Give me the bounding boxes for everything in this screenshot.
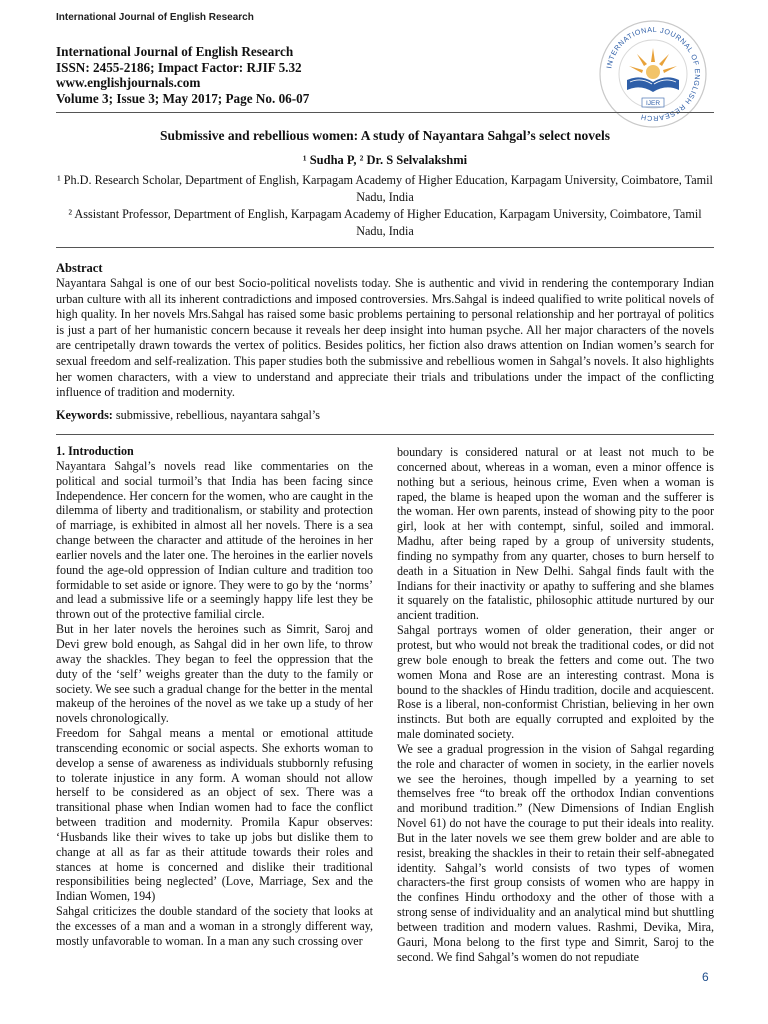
article-authors: ¹ Sudha P, ² Dr. S Selvalakshmi	[302, 153, 468, 167]
article-title: Submissive and rebellious women: A study of Nayantara Sahgal’s select novels	[159, 128, 611, 143]
sun-rays-icon	[629, 48, 677, 79]
keywords-line	[56, 408, 714, 423]
paragraph: boundary is considered natural or at least not much to be concerned about, whereas in a woman, even a minor offence is nothing but a serious, heinous crime, Even when a woman is raped, the blame is heaped upon the woman and the sufferer is the woman. Her own parents, instead of showing pity to the poor girl, look at her with contempt, sinful, soiled and immoral. Madhu, after being raped by a group of university students, finding no sympathy from any quarter, choses to burn herself to death in a Situation in New Delhi. Sahgal finds fault with the Indians for their inactivity or apathy to suffering and she blames it squarely on the fatalistic, philosophic attitude nurtured by our ancient tradition.	[397, 445, 714, 623]
abstract-text: Nayantara Sahgal is one of our best Socio-political novelists today. She is authentic and vivid in rendering the contemporary Indian urban culture with all its inherent contradictions and imposed controversies. Mrs.Sahgal is indeed qualified to write political novels of high quality. In her novels Mrs.Sahgal has raised some basic problems pertaining to personal relationship and her portrayal of politics is just a part of her humanistic concern because it reveals her deep insight into human psyche. All her major characters of the novels are centripetally drawn towards the vertex of politics. Besides politics, her fiction also draws attention on Indian women’s search for sexual freedom and self-realization. This paper studies both the submissive and rebellious women in Sahgal’s novels. It also highlights her women characters, with a view to understand and appreciate their trials and tribulations under the impact of the conflicting influence of tradition and modernity.	[56, 276, 714, 400]
body-top-rule	[56, 434, 714, 435]
page-number: 6	[702, 970, 709, 984]
left-column	[56, 444, 373, 949]
paragraph: Sahgal criticizes the double standard of the society that looks at the excesses of a man and a woman in a strongly different way, mostly unfavorable to woman. In a man any such crossing over	[56, 904, 373, 948]
keywords-label: Keywords:	[56, 408, 113, 422]
section-heading: 1. Introduction	[56, 444, 134, 458]
journal-website: www.englishjournals.com	[56, 75, 201, 90]
journal-info-block	[56, 44, 526, 106]
logo-badge: IJER	[645, 100, 661, 107]
issn-line: ISSN: 2455-2186; Impact Factor: RJIF 5.32	[56, 59, 302, 75]
running-journal-title: International Journal of English Research	[56, 12, 254, 23]
paragraph: Nayantara Sahgal’s novels read like commentaries on the political and social turmoil’s that India has been facing since Independence. Her concern for the women, who are caught in the dilemma of liberty and traditionalism, or stability and protection of marriage, is exhibited in almost all her novels. There is a sea change between the character and attitude of the heroines in her earlier novels and the later one. The heroines in the earlier novels found the age-old oppression of Indian culture and tradition too formidable to set aside or ignore. They were to go by the ‘norms’ and lead a submissive life or a seemingly happy life lest they be thrown out of the protective familial circle.	[56, 458, 373, 622]
paragraph: But in her later novels the heroines such as Simrit, Saroj and Devi grew bold enough, as Sahgal did in her own life, to throw away the shackles. They began to feel the oppression that the duty of the ‘self’ weighs greater than the duty to the family or society. We see such a gradual change for the better in the mental makeup of the heroines of the novel as we take up a study of her novels chronologically.	[56, 622, 373, 726]
open-book-icon	[627, 77, 679, 92]
keywords-list: submissive, rebellious, nayantara sahgal’s	[115, 408, 321, 422]
paragraph: We see a gradual progression in the vision of Sahgal regarding the role and character of women in society, in the earlier novels we see the heroines, though impelled by a yearning to set themselves free “to break off the orthodox Indian conventions and moribund tradition.” (New Dimensions of Indian English Novel 61) do not have the courage to put their ideals into reality. But in the later novels we see them grew bolder and are able to resist, breaking the shackles in their to retain their self-abnegated identity. Sahgal’s world consists of two types of women characters-the first group consists of women who are happy in the confines Hindu orthodoxy and the other of those with a strong sense of individuality and an analytical mind but shuttling between tradition and modern values. Rashmi, Devika, Mira, Gauri, Mona belong to the first type and Simrit, Saroj to the second. We find Sahgal’s women do not repudiate	[397, 741, 714, 964]
abstract-top-rule	[56, 247, 714, 248]
journal-name: International Journal of English Research	[56, 44, 294, 59]
affiliation-1: ¹ Ph.D. Research Scholar, Department of English, Karpagam Academy of Higher Education, Karpagam University, Coimbatore, Tamil Nadu, India	[57, 173, 713, 204]
paragraph: Freedom for Sahgal means a mental or emotional attitude transcending economic or social aspects. She exhorts woman to develop a sense of awareness as individuals stubbornly refusing to tolerate injustice in any form. A woman should not allow herself to be considered as an object of sex. There was a transitional phase when Indian women had to face the conflict between tradition and modernity. Promila Kapur observes: ‘Husbands like their wives to take up jobs but dislike them to change at all as far as their attitude towards their roles and stances at home is concerned and dislike their traditional responsibilities being neglected’ (Love, Marriage, Sex and the Indian Women, 194)	[56, 726, 373, 904]
volume-line: Volume 3; Issue 3; May 2017; Page No. 06-07	[56, 90, 310, 106]
journal-logo	[597, 18, 709, 130]
affiliation-2: ² Assistant Professor, Department of English, Karpagam Academy of Higher Education, Karpagam University, Coimbatore, Tamil Nadu, India	[68, 207, 702, 238]
abstract-heading: Abstract	[56, 261, 103, 275]
right-column	[397, 445, 714, 965]
paragraph: Sahgal portrays women of older generation, their anger or protest, but who would not break the traditional codes, or did not grew bole enough to break the fetters and come out. The two women Mona and Rose are an interesting contrast. Mona is bound to the shackles of Hindu tradition, docile and acquiescent. Rose is a liberal, non-conformist Christian, believing in her own instincts. But both are equally corrupted and exploited by the male dominated society.	[397, 623, 714, 742]
logo-ring-text: INTERNATIONAL JOURNAL OF ENGLISH RESEARCH	[604, 24, 703, 124]
header-rule	[56, 112, 714, 113]
